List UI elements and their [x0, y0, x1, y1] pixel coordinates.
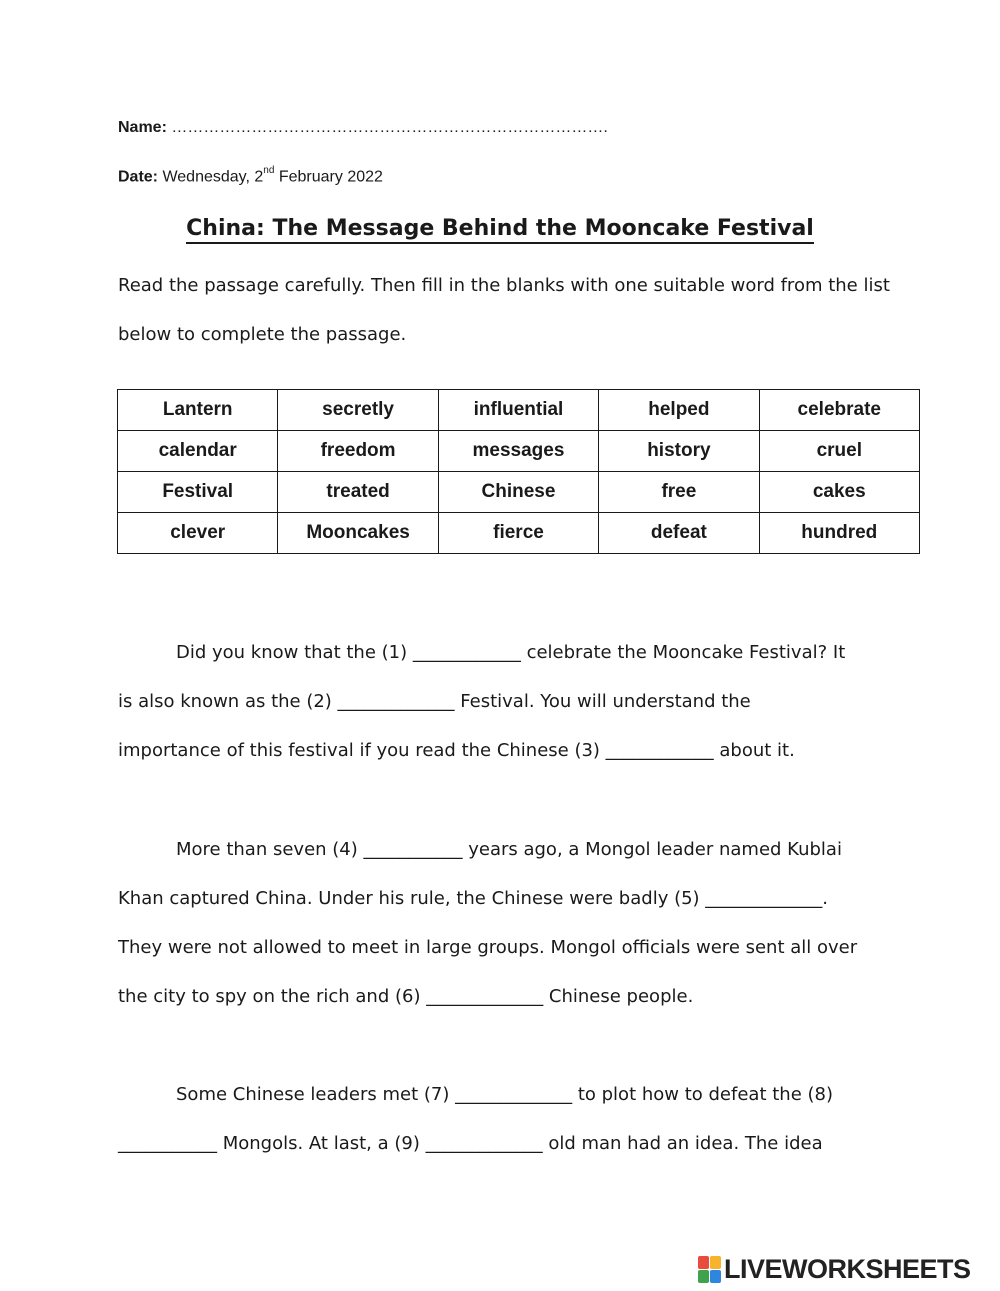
word-table-row	[118, 513, 920, 554]
p2-line-4: the city to spy on the rich and (6) _____________ Chinese people.	[118, 986, 694, 1007]
page-title	[0, 216, 1000, 241]
instructions: Read the passage carefully. Then fill in the blanks with one suitable word from the list below to complete the passage.	[118, 275, 890, 345]
word-cell: messages	[438, 431, 598, 472]
word-cell: cakes	[759, 472, 919, 513]
word-cell: treated	[278, 472, 438, 513]
word-cell: helped	[599, 390, 759, 431]
p3-line-2: ___________ Mongols. At last, a (9) _____________ old man had an idea. The idea	[118, 1133, 823, 1154]
p3-line-1: Some Chinese leaders met (7) _____________ to plot how to defeat the (8)	[176, 1084, 833, 1105]
p2-line-3: They were not allowed to meet in large groups. Mongol officials were sent all over	[118, 937, 858, 958]
logo-block	[710, 1270, 721, 1283]
p2-line-1: More than seven (4) ___________ years ago, a Mongol leader named Kublai	[176, 839, 842, 860]
word-cell: Festival	[118, 472, 278, 513]
word-cell: Mooncakes	[278, 513, 438, 554]
logo-block	[698, 1256, 709, 1269]
logo-block	[698, 1270, 709, 1283]
word-list-table	[117, 389, 920, 554]
name-label: Name:	[118, 119, 167, 136]
word-cell: Lantern	[118, 390, 278, 431]
date-suffix: February 2022	[278, 168, 383, 186]
word-cell: hundred	[759, 513, 919, 554]
word-cell: free	[599, 472, 759, 513]
word-cell: Chinese	[438, 472, 598, 513]
paragraph-3	[118, 1070, 898, 1168]
date-prefix: Wednesday, 2	[162, 168, 264, 186]
word-cell: secretly	[278, 390, 438, 431]
logo-block	[710, 1256, 721, 1269]
date-sup: nd	[263, 165, 275, 176]
word-cell: celebrate	[759, 390, 919, 431]
p2-line-2: Khan captured China. Under his rule, the Chinese were badly (5) _____________.	[118, 888, 829, 909]
word-cell: fierce	[438, 513, 598, 554]
word-cell: history	[599, 431, 759, 472]
word-cell: clever	[118, 513, 278, 554]
liveworksheets-logo[interactable]	[698, 1254, 971, 1284]
word-cell: defeat	[599, 513, 759, 554]
word-cell: cruel	[759, 431, 919, 472]
paragraph-2	[118, 825, 898, 1021]
word-cell: calendar	[118, 431, 278, 472]
name-dots: ……………………………………………………………………….	[171, 119, 608, 136]
paragraph-1	[118, 628, 898, 775]
date-field	[118, 167, 383, 186]
word-table-row	[118, 472, 920, 513]
page-title-text: China: The Message Behind the Mooncake Festival	[186, 216, 814, 244]
word-table-row	[118, 431, 920, 472]
logo-text: LIVEWORKSHEETS	[724, 1253, 971, 1284]
p1-line-3: importance of this festival if you read the Chinese (3) ____________ about it.	[118, 740, 795, 761]
logo-blocks-icon	[698, 1256, 721, 1283]
word-cell: influential	[438, 390, 598, 431]
word-table-row	[118, 390, 920, 431]
p1-line-1: Did you know that the (1) ____________ celebrate the Mooncake Festival? It	[176, 642, 846, 663]
p1-line-2: is also known as the (2) _____________ Festival. You will understand the	[118, 691, 751, 712]
word-cell: freedom	[278, 431, 438, 472]
name-field	[118, 119, 608, 137]
date-label: Date:	[118, 168, 159, 186]
